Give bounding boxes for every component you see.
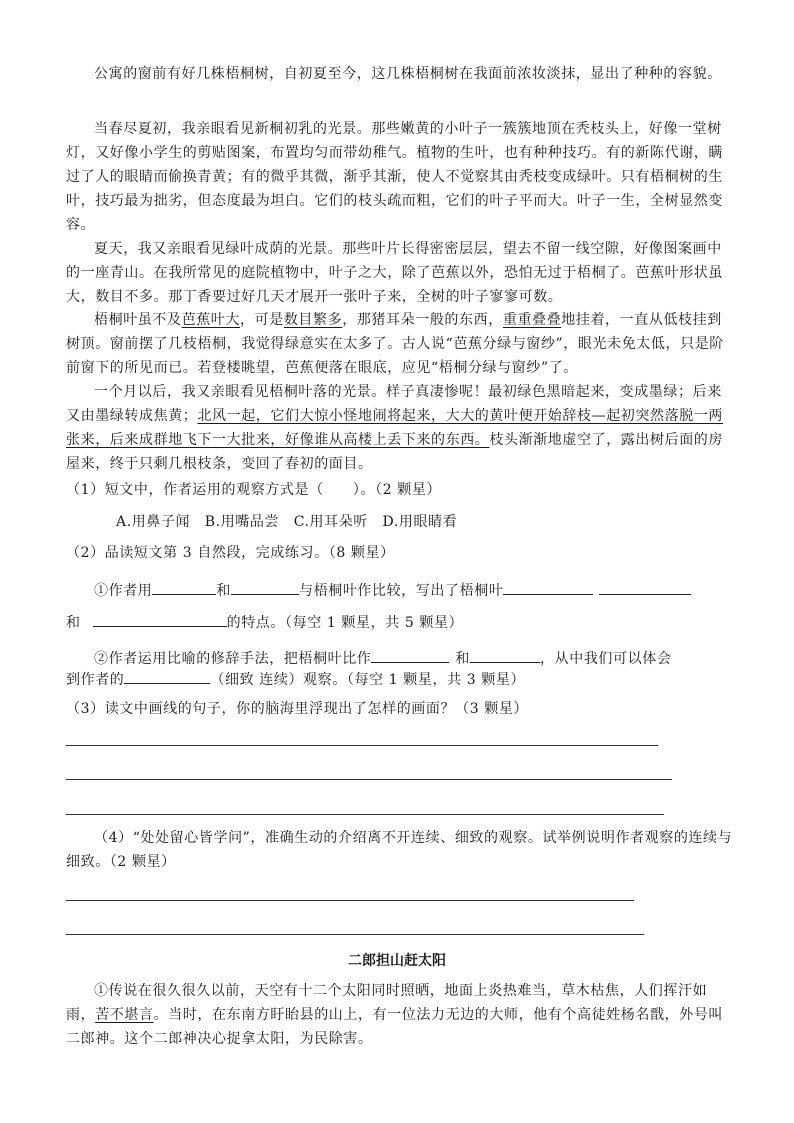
answer-line[interactable] bbox=[66, 934, 644, 935]
question-2-2-line-1: ②作者运用比喻的修辞手法，把梧桐叶比作 和 ，从中我们可以体会 bbox=[94, 644, 762, 668]
answer-blank[interactable] bbox=[371, 644, 449, 663]
underlined-phrase: 数目繁多 bbox=[283, 312, 343, 328]
underlined-phrase: 芭蕉叶大 bbox=[181, 312, 241, 328]
answer-blank[interactable] bbox=[503, 576, 593, 595]
answer-line[interactable] bbox=[66, 814, 664, 815]
answer-blank[interactable] bbox=[93, 608, 227, 627]
underlined-phrase: 苦不堪言 bbox=[95, 1007, 154, 1023]
second-passage-paragraph-1: ①传说在很久很久以前，天空有十二个太阳同时照晒，地面上炎热难当，草木枯焦，人们挥汗如雨，苦不堪言。当时，在东南方盱眙县的山上，有一位法力无边的大师，他有个高徒姓杨名戬，外号叫二郎神。这个二郎神决心捉拿太阳，为民除害。 bbox=[66, 983, 724, 1047]
answer-blank[interactable] bbox=[124, 665, 210, 684]
passage-paragraph-1: 公寓的窗前有好几株梧桐树，自初夏至今，这几株梧桐树在我面前浓妆淡抹，显出了种种的容貌。 bbox=[94, 66, 722, 82]
question-2-1-line-2: 和 的特点。（每空 1 颗星，共 5 颗星） bbox=[66, 608, 734, 632]
question-2: （2）品读短文第 3 自然段，完成练习。（8 颗星） bbox=[66, 545, 395, 561]
question-1: （1）短文中，作者运用的观察方式是（ ）。（2 颗星） bbox=[66, 482, 442, 498]
passage-paragraph-2: 当春尽夏初，我亲眼看见新桐初乳的光景。那些嫩黄的小叶子一簇簇地顶在秃枝头上，好像一堂树灯，又好像小学生的剪贴图案，布置均匀而带幼稚气。植物的生叶，也有种种技巧。有的新陈代谢，瞒过了人的眼睛而偷换青黄；有的微乎其微，渐乎其渐，使人不觉察其由秃枝变成绿叶。只有梧桐树的生叶，技巧最为拙劣，但态度最为坦白。它们的枝头疏而粗，它们的叶子平而大。叶子一生，全树显然变容。 bbox=[66, 121, 723, 233]
question-3: （3）读文中画线的句子，你的脑海里浮现出了怎样的画面？（3 颗星） bbox=[66, 701, 529, 717]
answer-line[interactable] bbox=[66, 779, 672, 780]
question-2-2-line-2: 到作者的 （细致 连续）观察。（每空 1 颗星，共 3 颗星） bbox=[66, 665, 734, 689]
passage-paragraph-4: 梧桐叶虽不及芭蕉叶大，可是数目繁多，那猪耳朵一般的东西，重重叠叠地挂着，一直从低枝挂到树顶。窗前摆了几枝梧桐，我觉得绿意实在太多了。古人说“芭蕉分绿与窗纱”，眼光未免太低，只是阶前窗下的所见而已。若登楼眺望，芭蕉便落在眼底，应见“梧桐分绿与窗纱”了。 bbox=[66, 312, 724, 376]
answer-blank[interactable] bbox=[599, 576, 691, 595]
question-1-options: A.用鼻子闻 B.用嘴品尝 C.用耳朵听 D.用眼睛看 bbox=[116, 514, 458, 530]
answer-line[interactable] bbox=[66, 745, 658, 746]
answer-blank[interactable] bbox=[152, 576, 216, 595]
question-2-1-line-1: ①作者用 和 与梧桐叶作比较，写出了梧桐叶 bbox=[94, 576, 762, 600]
underlined-sentence: 北风一起，它们大惊小怪地闹将起来，大大的黄叶便开始辞枝—起初突然落脱一两张来，后来成群地飞下一大批来，好像谁从高楼上丢下来的东西。 bbox=[66, 408, 724, 448]
second-passage-title: 二郎担山赶太阳 bbox=[348, 953, 446, 969]
question-4: （4）“处处留心皆学问”，准确生动的介绍离不开连续、细致的观察。试举例说明作者观察的连续与细致。（2 颗星） bbox=[66, 830, 733, 870]
passage-paragraph-3: 夏天，我又亲眼看见绿叶成荫的光景。那些叶片长得密密层层，望去不留一线空隙，好像图案画中的一座青山。在我所常见的庭院植物中，叶子之大，除了芭蕉以外，恐怕无过于梧桐了。芭蕉叶形状虽大，数目不多。那丁香要过好几天才展开一张叶子来，全树的叶子寥寥可数。 bbox=[66, 241, 723, 305]
answer-blank[interactable] bbox=[470, 644, 540, 663]
answer-blank[interactable] bbox=[231, 576, 299, 595]
underlined-phrase: 重重叠叠 bbox=[502, 312, 562, 328]
answer-line[interactable] bbox=[66, 900, 634, 901]
passage-paragraph-5: 一个月以后，我又亲眼看见梧桐叶落的光景。样子真凄惨呢！最初绿色黑暗起来，变成墨绿；后来又由墨绿转成焦黄；北风一起，它们大惊小怪地闹将起来，大大的黄叶便开始辞枝—起初突然落脱一两张来，后来成群地飞下一大批来，好像谁从高楼上丢下来的东西。枝头渐渐地虚空了，露出树后面的房屋来，终于只剩几根枝条，变回了春初的面目。 bbox=[66, 384, 724, 472]
